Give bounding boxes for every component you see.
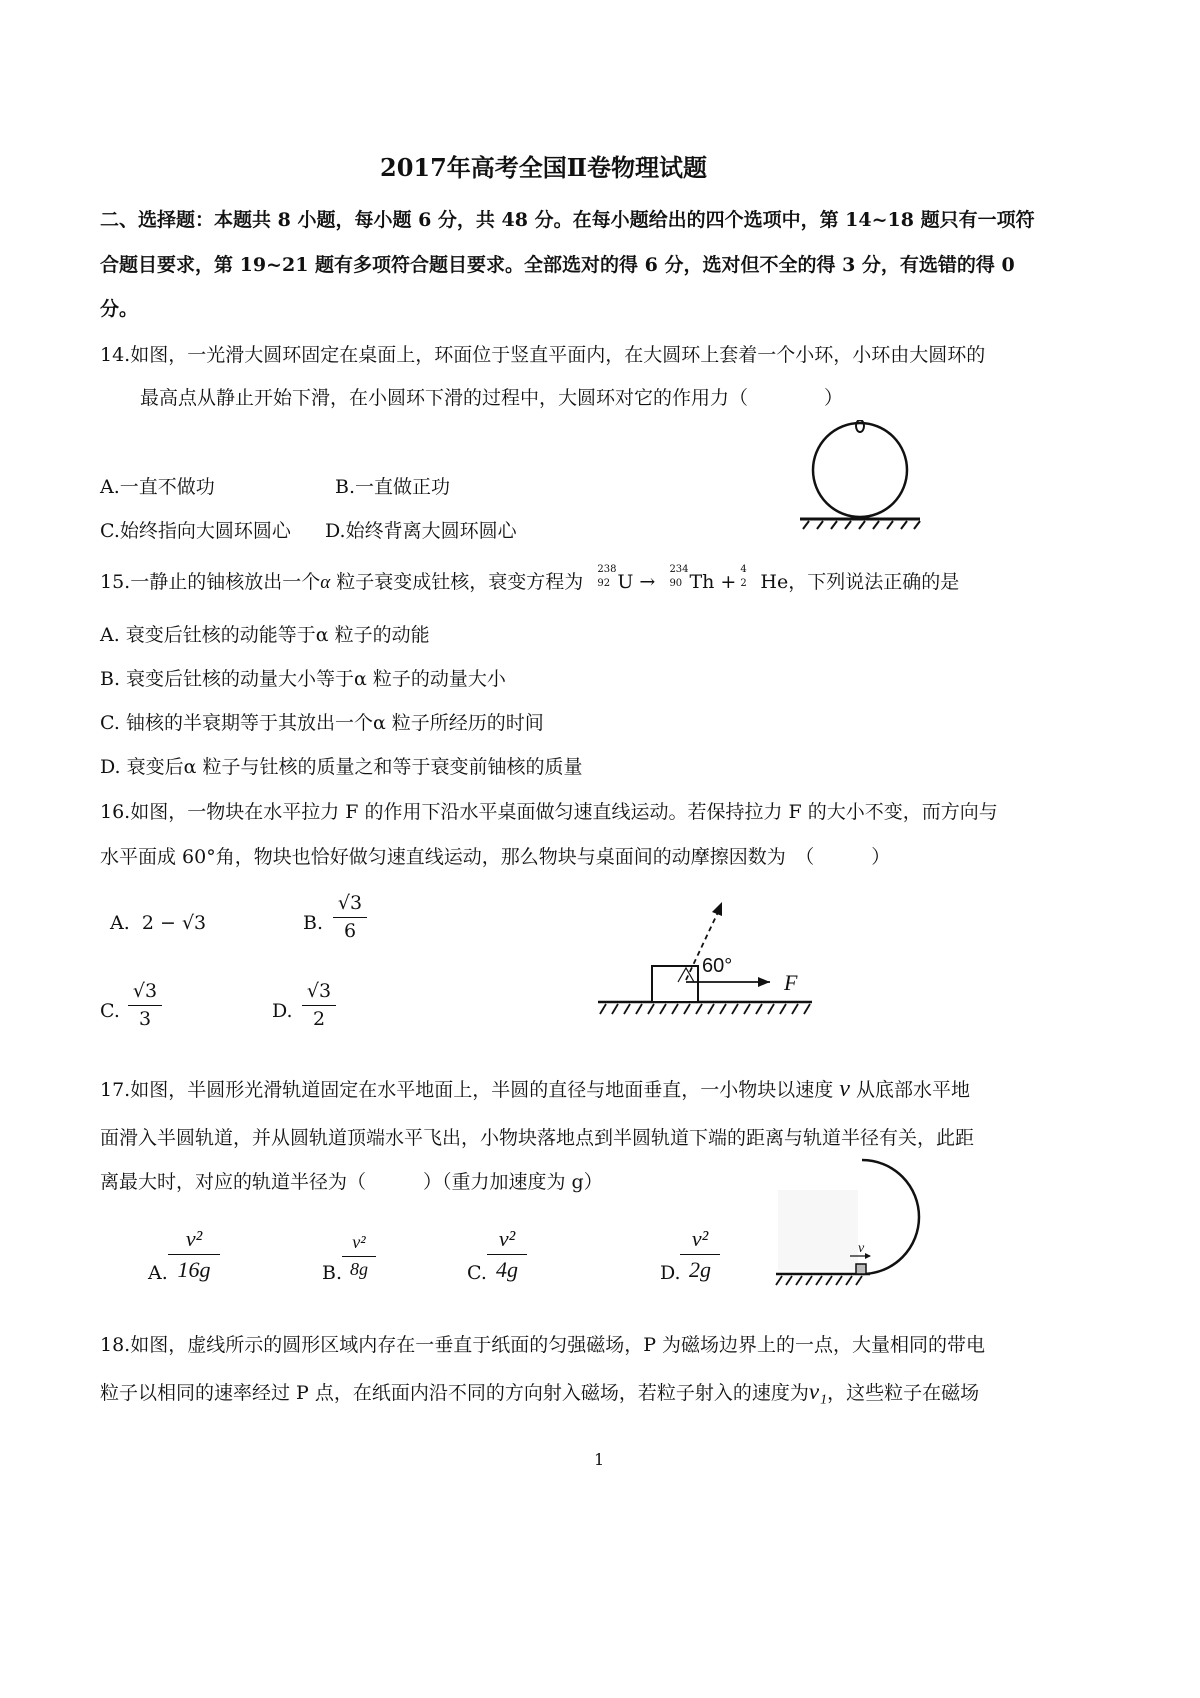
velocity-symbol: v: [839, 1076, 850, 1102]
q16-option-c-fraction: √3 3: [128, 980, 162, 1031]
arrowhead: [758, 977, 770, 987]
q15-stem: [100, 564, 960, 594]
velocity-arrowhead: [865, 1253, 871, 1259]
q15-option-b[interactable]: B. 衰变后钍核的动量大小等于α 粒子的动量大小: [100, 668, 506, 690]
q17-stem-line3: 离最大时，对应的轨道半径为（ ）（重力加速度为 g）: [100, 1171, 603, 1193]
ground-hatching: [776, 1276, 862, 1285]
small-block: [856, 1264, 866, 1274]
plus-sign: +: [720, 571, 737, 593]
q16-option-b-label[interactable]: B.: [303, 912, 324, 934]
page-title: 2017年高考全国Ⅱ卷物理试题: [380, 153, 708, 182]
angle-label: 60°: [702, 955, 733, 977]
uranium-nuclide: 238 92 U: [597, 564, 634, 593]
surface-hatching: [803, 521, 920, 529]
q17-option-b-fraction: v² 8g: [342, 1232, 376, 1280]
q16-option-c-label[interactable]: C.: [100, 1000, 120, 1022]
q18-stem-line2: 粒子以相同的速率经过 P 点，在纸面内沿不同的方向射入磁场，若粒子射入的速度为v₁，这些粒子在磁场: [100, 1379, 980, 1404]
q17-option-c-label[interactable]: C.: [467, 1262, 487, 1284]
q15-stem-post: ，下列说法正确的是: [788, 571, 960, 593]
q16-option-b-fraction: √3 6: [333, 892, 367, 943]
q16-option-a-expr: 2 − √3: [141, 912, 207, 934]
q17-option-c-fraction: v² 4g: [487, 1226, 527, 1284]
section-intro-line3: 分。: [100, 298, 139, 320]
q17-option-b-label[interactable]: B.: [322, 1262, 343, 1284]
q16-stem-line1: 16.如图，一物块在水平拉力 F 的作用下沿水平桌面做匀速直线运动。若保持拉力 F 的大小不变，而方向与: [100, 801, 998, 823]
q14-ring-figure: [795, 420, 925, 530]
page-number: 1: [594, 1450, 605, 1469]
q17-option-a-label[interactable]: A.: [148, 1262, 168, 1284]
q16-block-figure: [590, 890, 820, 1020]
q17-stem-line2: 面滑入半圆轨道，并从圆轨道顶端水平飞出，小物块落地点到半圆轨道下端的距离与轨道半径有关，此距: [100, 1127, 975, 1149]
q16-option-d-fraction: √3 2: [302, 980, 336, 1031]
section-intro-line2: 合题目要求，第 19~21 题有多项符合题目要求。全部选对的得 6 分，选对但不全的得 3 分，有选错的得 0: [100, 254, 1015, 276]
large-ring: [813, 423, 907, 517]
q16-option-a[interactable]: A. 2 − √3: [110, 912, 207, 934]
q14-stem-line1: 14.如图，一光滑大圆环固定在桌面上，环面位于竖直平面内，在大圆环上套着一个小环，小环由大圆环的: [100, 344, 986, 366]
surface-hatching: [600, 1004, 810, 1014]
q15-option-c[interactable]: C. 铀核的半衰期等于其放出一个α 粒子所经历的时间: [100, 712, 544, 734]
q17-option-a-fraction: v² 16g: [168, 1226, 220, 1284]
q14-option-a[interactable]: A.一直不做功: [100, 476, 215, 498]
q15-stem-mid: 粒子衰变成钍核，衰变方程为: [336, 571, 584, 593]
reaction-arrow: →: [639, 571, 656, 593]
q14-option-d[interactable]: D.始终背离大圆环圆心: [325, 520, 517, 542]
velocity-label: v: [858, 1241, 865, 1256]
q16-stem-line2: 水平面成 60°角，物块也恰好做匀速直线运动，那么物块与桌面间的动摩擦因数为 （ ）: [100, 846, 891, 868]
section-intro-line1: 二、选择题：本题共 8 小题，每小题 6 分，共 48 分。在每小题给出的四个选项中，第 14~18 题只有一项符: [100, 209, 1035, 231]
q15-stem-pre: 15.一静止的铀核放出一个: [100, 571, 321, 593]
semicircle-track: [862, 1160, 919, 1274]
q17-option-d-fraction: v² 2g: [680, 1226, 720, 1284]
alpha-symbol: α: [320, 572, 331, 593]
q17-stem-line1: 17.如图，半圆形光滑轨道固定在水平地面上，半圆的直径与地面垂直，一小物块以速度 v 从底部水平地: [100, 1076, 970, 1102]
block: [652, 966, 698, 1002]
q14-option-c[interactable]: C.始终指向大圆环圆心: [100, 520, 291, 542]
dashed-arrowhead: [712, 902, 722, 916]
q14-option-b[interactable]: B.一直做正功: [335, 476, 451, 498]
q16-option-d-label[interactable]: D.: [272, 1000, 293, 1022]
force-label: F: [784, 970, 798, 995]
q17-option-d-label[interactable]: D.: [660, 1262, 681, 1284]
q15-option-d[interactable]: D. 衰变后α 粒子与钍核的质量之和等于衰变前铀核的质量: [100, 756, 583, 778]
thorium-nuclide: 234 90 Th: [669, 564, 715, 593]
q14-stem-line2: 最高点从静止开始下滑，在小圆环下滑的过程中，大圆环对它的作用力（ ）: [140, 387, 844, 409]
q15-option-a[interactable]: A. 衰变后钍核的动能等于α 粒子的动能: [100, 624, 430, 646]
figure-noise-area: [778, 1190, 858, 1270]
q18-stem-line1: 18.如图，虚线所示的圆形区域内存在一垂直于纸面的匀强磁场，P 为磁场边界上的一点，大量相同的带电: [100, 1334, 986, 1356]
v1-symbol: v₁: [808, 1379, 828, 1404]
q17-track-figure: [770, 1150, 940, 1290]
helium-nuclide: 4 2 He: [740, 564, 789, 593]
